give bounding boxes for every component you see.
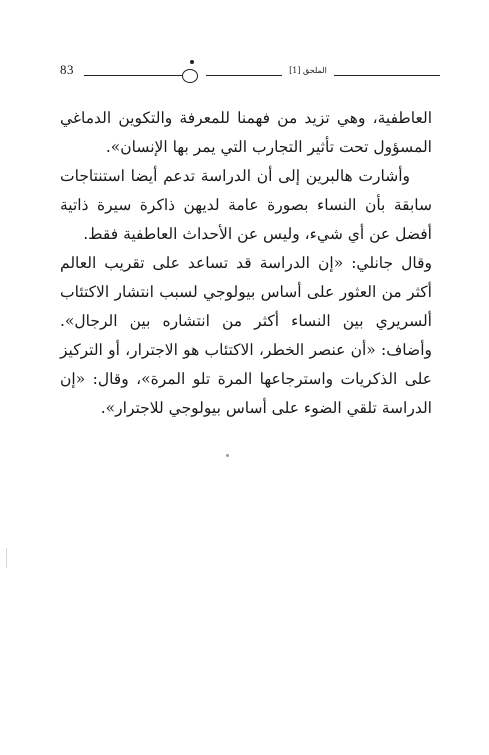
paragraph-3: وقال جانلي: «إن الدراسة قد تساعد على تقريب العالم أكثر من العثور على أساس بيولوجي لسبب انتشار الاكتئاب ألسريري بين النساء أكثر من انتشاره بين الرجال». وأضاف: «أن عنصر الخطر، الاكتئاب هو الاجترار، أو التركيز على الذكريات واسترجاعها المرة تلو المرة»، وقال: «إن الدراسة تلقي الضوء على أساس بيولوجي للاجترار». xyxy=(60,254,432,417)
ornament-circle-icon xyxy=(182,69,198,83)
header-rule-right xyxy=(334,75,440,76)
paragraph-1: العاطفية، وهي تزيد من فهمنا للمعرفة والتكوين الدماغي المسؤول تحت تأثير التجارب التي يمر بها الإنسان». xyxy=(60,109,432,156)
header-rule-middle xyxy=(206,75,282,76)
page-number: 83 xyxy=(60,62,74,77)
margin-tick xyxy=(6,548,7,568)
footer-mark xyxy=(226,454,229,457)
body-text xyxy=(60,104,432,423)
ornament-dot-icon xyxy=(190,60,194,64)
paragraph-2: وأشارت هالبرين إلى أن الدراسة تدعم أيضا استنتاجات سابقة بأن النساء بصورة عامة لديهن ذاكرة سيرة ذاتية أفضل عن أي شيء، وليس عن الأحداث العاطفية فقط. xyxy=(60,167,432,243)
page-header xyxy=(60,60,440,90)
running-head: الملحق [1] xyxy=(289,66,327,75)
header-rule-left xyxy=(84,75,184,76)
